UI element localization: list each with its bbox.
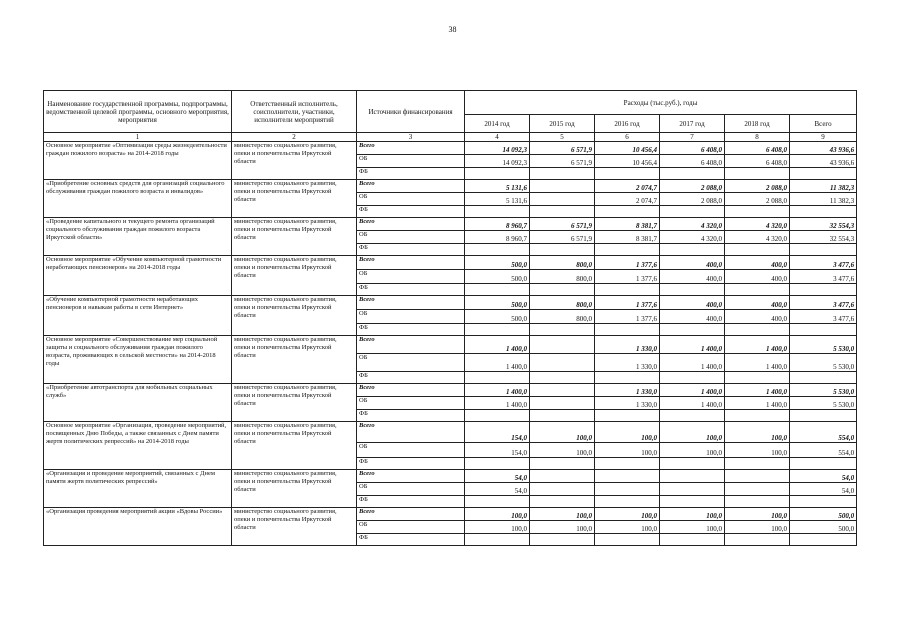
total-value: 3 477,6 xyxy=(790,270,857,284)
year-value xyxy=(595,483,660,496)
year-value: 100,0 xyxy=(530,521,595,534)
table-row xyxy=(44,508,857,521)
year-value xyxy=(660,206,725,218)
year-value xyxy=(660,168,725,180)
year-value: 1 330,0 xyxy=(595,354,660,372)
total-value: 3 477,6 xyxy=(790,310,857,324)
year-value: 800,0 xyxy=(530,296,595,310)
header-year: 2015 год xyxy=(530,115,595,133)
column-number: 1 xyxy=(44,133,232,142)
table-row xyxy=(44,470,857,483)
column-number: 5 xyxy=(530,133,595,142)
total-value: 500,0 xyxy=(790,508,857,521)
funding-source: ФБ xyxy=(357,372,465,384)
year-value xyxy=(595,324,660,336)
year-value xyxy=(530,336,595,354)
total-value xyxy=(790,206,857,218)
total-value xyxy=(790,410,857,422)
table-row xyxy=(44,256,857,270)
year-value xyxy=(530,470,595,483)
year-value: 1 400,0 xyxy=(660,336,725,354)
year-value: 1 400,0 xyxy=(465,384,530,397)
year-value: 1 400,0 xyxy=(725,397,790,410)
year-value xyxy=(725,324,790,336)
table-row xyxy=(44,336,857,354)
year-value: 1 377,6 xyxy=(595,296,660,310)
funding-source: ФБ xyxy=(357,534,465,546)
year-value xyxy=(530,496,595,508)
year-value: 8 960,7 xyxy=(465,218,530,231)
total-value: 3 477,6 xyxy=(790,296,857,310)
year-value: 1 377,6 xyxy=(595,256,660,270)
year-value xyxy=(725,284,790,296)
year-value: 500,0 xyxy=(465,310,530,324)
year-value xyxy=(530,284,595,296)
funding-source: ОБ xyxy=(357,270,465,284)
executor: министерство социального развития, опеки и попечительства Иркутской области xyxy=(232,336,357,384)
funding-source: ОБ xyxy=(357,397,465,410)
year-value: 6 571,9 xyxy=(530,155,595,168)
total-value: 43 936,6 xyxy=(790,155,857,168)
column-number: 9 xyxy=(790,133,857,142)
year-value xyxy=(465,324,530,336)
year-value: 100,0 xyxy=(595,443,660,458)
year-value: 400,0 xyxy=(660,256,725,270)
year-value: 10 456,4 xyxy=(595,142,660,155)
year-value: 2 074,7 xyxy=(595,193,660,206)
table-row xyxy=(44,384,857,397)
year-value xyxy=(595,458,660,470)
executor: министерство социального развития, опеки и попечительства Иркутской области xyxy=(232,142,357,180)
funding-source: Всего xyxy=(357,470,465,483)
year-value: 800,0 xyxy=(530,310,595,324)
year-value: 400,0 xyxy=(660,310,725,324)
year-value xyxy=(660,324,725,336)
budget-table xyxy=(43,90,857,546)
executor: министерство социального развития, опеки и попечительства Иркутской области xyxy=(232,508,357,546)
program-name: «Организация и проведение мероприятий, связанных с Днем памяти жертв политических репрессий» xyxy=(44,470,232,508)
year-value xyxy=(595,206,660,218)
year-value: 6 571,9 xyxy=(530,142,595,155)
year-value: 1 400,0 xyxy=(465,397,530,410)
year-value xyxy=(660,244,725,256)
year-value: 2 088,0 xyxy=(660,193,725,206)
total-value: 5 530,0 xyxy=(790,336,857,354)
funding-source: ФБ xyxy=(357,206,465,218)
header-program: Наименование государственной программы, подпрограммы, ведомственной целевой программы, основного мероприятия, мероприятия xyxy=(44,91,232,133)
year-value: 100,0 xyxy=(530,422,595,443)
year-value xyxy=(530,193,595,206)
funding-source: Всего xyxy=(357,296,465,310)
year-value: 2 074,7 xyxy=(595,180,660,193)
year-value: 1 400,0 xyxy=(725,336,790,354)
year-value: 1 400,0 xyxy=(660,354,725,372)
year-value: 400,0 xyxy=(660,296,725,310)
year-value: 1 377,6 xyxy=(595,270,660,284)
program-name: «Организация проведения мероприятий акции «Вдовы России» xyxy=(44,508,232,546)
year-value: 5 131,6 xyxy=(465,180,530,193)
year-value: 1 400,0 xyxy=(465,336,530,354)
year-value xyxy=(530,384,595,397)
year-value: 4 320,0 xyxy=(660,218,725,231)
funding-source: Всего xyxy=(357,384,465,397)
year-value xyxy=(660,284,725,296)
year-value: 8 381,7 xyxy=(595,231,660,244)
year-value: 1 330,0 xyxy=(595,384,660,397)
year-value xyxy=(660,372,725,384)
year-value xyxy=(595,244,660,256)
year-value: 10 456,4 xyxy=(595,155,660,168)
funding-source: Всего xyxy=(357,218,465,231)
funding-source: Всего xyxy=(357,508,465,521)
total-value xyxy=(790,534,857,546)
year-value xyxy=(530,458,595,470)
year-value: 54,0 xyxy=(465,483,530,496)
total-value: 43 936,6 xyxy=(790,142,857,155)
year-value: 154,0 xyxy=(465,443,530,458)
year-value: 6 571,9 xyxy=(530,218,595,231)
funding-source: ОБ xyxy=(357,483,465,496)
total-value: 54,0 xyxy=(790,470,857,483)
year-value: 800,0 xyxy=(530,270,595,284)
year-value xyxy=(465,206,530,218)
funding-source: ФБ xyxy=(357,324,465,336)
year-value: 14 092,3 xyxy=(465,142,530,155)
funding-source: ФБ xyxy=(357,244,465,256)
year-value: 100,0 xyxy=(465,508,530,521)
funding-source: Всего xyxy=(357,142,465,155)
header-executor: Ответственный исполнитель, соисполнители, участники, исполнители мероприятий xyxy=(232,91,357,133)
header-source: Источники финансирования xyxy=(357,91,465,133)
year-value xyxy=(595,410,660,422)
funding-source: ФБ xyxy=(357,458,465,470)
column-number: 2 xyxy=(232,133,357,142)
year-value: 1 330,0 xyxy=(595,397,660,410)
year-value: 100,0 xyxy=(725,508,790,521)
year-value xyxy=(725,458,790,470)
year-value xyxy=(595,168,660,180)
year-value xyxy=(660,534,725,546)
year-value xyxy=(725,372,790,384)
year-value: 2 088,0 xyxy=(725,180,790,193)
table-row xyxy=(44,180,857,193)
year-value: 100,0 xyxy=(595,508,660,521)
funding-source: Всего xyxy=(357,336,465,354)
year-value xyxy=(465,458,530,470)
year-value: 100,0 xyxy=(530,508,595,521)
funding-source: ОБ xyxy=(357,193,465,206)
executor: министерство социального развития, опеки и попечительства Иркутской области xyxy=(232,384,357,422)
year-value: 100,0 xyxy=(595,521,660,534)
header-total: Всего xyxy=(790,115,857,133)
year-value: 400,0 xyxy=(725,310,790,324)
year-value xyxy=(465,496,530,508)
total-value: 5 530,0 xyxy=(790,384,857,397)
total-value xyxy=(790,324,857,336)
year-value: 800,0 xyxy=(530,256,595,270)
year-value xyxy=(465,244,530,256)
funding-source: Всего xyxy=(357,180,465,193)
funding-source: ОБ xyxy=(357,354,465,372)
year-value: 2 088,0 xyxy=(725,193,790,206)
header-year: 2018 год xyxy=(725,115,790,133)
year-value: 1 400,0 xyxy=(465,354,530,372)
total-value: 5 530,0 xyxy=(790,397,857,410)
year-value: 8 381,7 xyxy=(595,218,660,231)
year-value xyxy=(465,534,530,546)
total-value: 500,0 xyxy=(790,521,857,534)
year-value: 14 092,3 xyxy=(465,155,530,168)
year-value: 6 408,0 xyxy=(725,142,790,155)
year-value: 100,0 xyxy=(465,521,530,534)
year-value: 4 320,0 xyxy=(660,231,725,244)
year-value xyxy=(530,354,595,372)
year-value: 400,0 xyxy=(660,270,725,284)
total-value: 5 530,0 xyxy=(790,354,857,372)
year-value: 6 408,0 xyxy=(660,155,725,168)
table-row xyxy=(44,142,857,155)
funding-source: ОБ xyxy=(357,310,465,324)
year-value: 1 400,0 xyxy=(725,354,790,372)
table-row xyxy=(44,218,857,231)
year-value xyxy=(595,284,660,296)
year-value xyxy=(725,496,790,508)
funding-source: Всего xyxy=(357,256,465,270)
funding-source: ФБ xyxy=(357,168,465,180)
year-value: 400,0 xyxy=(725,256,790,270)
year-value xyxy=(465,372,530,384)
year-value xyxy=(465,410,530,422)
table-row xyxy=(44,296,857,310)
year-value: 500,0 xyxy=(465,296,530,310)
year-value: 100,0 xyxy=(660,422,725,443)
funding-source: ОБ xyxy=(357,155,465,168)
year-value: 1 400,0 xyxy=(660,384,725,397)
year-value xyxy=(725,168,790,180)
column-number: 7 xyxy=(660,133,725,142)
total-value xyxy=(790,284,857,296)
program-name: Основное мероприятие «Оптимизация среды жизнедеятельности граждан пожилого возраста» на 2014-2018 годы xyxy=(44,142,232,180)
year-value xyxy=(725,534,790,546)
year-value: 100,0 xyxy=(725,422,790,443)
year-value xyxy=(660,410,725,422)
funding-source: ФБ xyxy=(357,410,465,422)
total-value: 54,0 xyxy=(790,483,857,496)
year-value: 6 571,9 xyxy=(530,231,595,244)
program-name: Основное мероприятие «Совершенствование мер социальной защиты и социального обслуживания граждан пожилого возраста, проживающих в сельской местности» на 2014-2018 годы xyxy=(44,336,232,384)
year-value xyxy=(595,372,660,384)
executor: министерство социального развития, опеки и попечительства Иркутской области xyxy=(232,256,357,296)
funding-source: ОБ xyxy=(357,443,465,458)
year-value: 54,0 xyxy=(465,470,530,483)
total-value xyxy=(790,168,857,180)
funding-source: ОБ xyxy=(357,231,465,244)
total-value: 554,0 xyxy=(790,443,857,458)
year-value: 100,0 xyxy=(660,443,725,458)
executor: министерство социального развития, опеки и попечительства Иркутской области xyxy=(232,470,357,508)
year-value xyxy=(660,483,725,496)
program-name: «Приобретение основных средств для организаций социального обслуживания граждан пожилого возраста и инвалидов» xyxy=(44,180,232,218)
year-value xyxy=(725,470,790,483)
executor: министерство социального развития, опеки и попечительства Иркутской области xyxy=(232,422,357,470)
year-value xyxy=(530,483,595,496)
year-value: 6 408,0 xyxy=(660,142,725,155)
year-value: 500,0 xyxy=(465,270,530,284)
year-value xyxy=(595,496,660,508)
year-value: 8 960,7 xyxy=(465,231,530,244)
program-name: «Проведение капитального и текущего ремонта организаций социального обслуживания граждан пожилого возраста Иркутской области» xyxy=(44,218,232,256)
year-value xyxy=(530,410,595,422)
executor: министерство социального развития, опеки и попечительства Иркутской области xyxy=(232,180,357,218)
table-row xyxy=(44,422,857,443)
year-value xyxy=(530,244,595,256)
year-value xyxy=(660,496,725,508)
year-value xyxy=(595,534,660,546)
funding-source: ФБ xyxy=(357,496,465,508)
year-value xyxy=(725,483,790,496)
year-value xyxy=(465,284,530,296)
year-value xyxy=(465,168,530,180)
header-year: 2017 год xyxy=(660,115,725,133)
total-value: 3 477,6 xyxy=(790,256,857,270)
header-expenses: Расходы (тыс.руб.), годы xyxy=(465,91,857,115)
program-name: Основное мероприятие «Организация, проведение мероприятий, посвященных Дню Победы, а также связанных с Днем памяти жертв политических репрессий» на 2014-2018 годы xyxy=(44,422,232,470)
year-value xyxy=(725,244,790,256)
year-value xyxy=(530,372,595,384)
year-value: 1 400,0 xyxy=(725,384,790,397)
total-value: 11 382,3 xyxy=(790,180,857,193)
year-value xyxy=(595,470,660,483)
total-value: 554,0 xyxy=(790,422,857,443)
year-value: 100,0 xyxy=(530,443,595,458)
year-value xyxy=(660,458,725,470)
total-value xyxy=(790,244,857,256)
year-value: 1 377,6 xyxy=(595,310,660,324)
year-value: 4 320,0 xyxy=(725,218,790,231)
executor: министерство социального развития, опеки и попечительства Иркутской области xyxy=(232,218,357,256)
total-value xyxy=(790,496,857,508)
executor: министерство социального развития, опеки и попечительства Иркутской области xyxy=(232,296,357,336)
year-value: 100,0 xyxy=(725,521,790,534)
year-value: 2 088,0 xyxy=(660,180,725,193)
year-value: 400,0 xyxy=(725,270,790,284)
funding-source: ФБ xyxy=(357,284,465,296)
total-value xyxy=(790,458,857,470)
year-value: 5 131,6 xyxy=(465,193,530,206)
header-year: 2014 год xyxy=(465,115,530,133)
year-value: 100,0 xyxy=(660,508,725,521)
funding-source: Всего xyxy=(357,422,465,443)
year-value xyxy=(530,180,595,193)
column-number: 3 xyxy=(357,133,465,142)
program-name: «Обучение компьютерной грамотности неработающих пенсионеров и навыкам работы в сети Интернет» xyxy=(44,296,232,336)
year-value xyxy=(725,410,790,422)
year-value xyxy=(530,397,595,410)
header-year: 2016 год xyxy=(595,115,660,133)
funding-source: ОБ xyxy=(357,521,465,534)
year-value: 1 330,0 xyxy=(595,336,660,354)
column-number: 8 xyxy=(725,133,790,142)
column-number: 4 xyxy=(465,133,530,142)
year-value: 400,0 xyxy=(725,296,790,310)
year-value: 100,0 xyxy=(595,422,660,443)
year-value xyxy=(530,206,595,218)
year-value: 4 320,0 xyxy=(725,231,790,244)
total-value xyxy=(790,372,857,384)
year-value: 100,0 xyxy=(660,521,725,534)
program-name: Основное мероприятие «Обучение компьютерной грамотности неработающих пенсионеров» на 2014-2018 годы xyxy=(44,256,232,296)
year-value: 100,0 xyxy=(725,443,790,458)
year-value xyxy=(530,534,595,546)
program-name: «Приобретение автотранспорта для мобильных социальных служб» xyxy=(44,384,232,422)
year-value: 500,0 xyxy=(465,256,530,270)
year-value: 6 408,0 xyxy=(725,155,790,168)
total-value: 32 554,3 xyxy=(790,231,857,244)
column-number-row xyxy=(44,133,857,142)
year-value xyxy=(660,470,725,483)
year-value: 1 400,0 xyxy=(660,397,725,410)
year-value: 154,0 xyxy=(465,422,530,443)
year-value xyxy=(530,324,595,336)
total-value: 11 382,3 xyxy=(790,193,857,206)
column-number: 6 xyxy=(595,133,660,142)
year-value xyxy=(725,206,790,218)
page-number: 38 xyxy=(448,25,457,34)
year-value xyxy=(530,168,595,180)
total-value: 32 554,3 xyxy=(790,218,857,231)
